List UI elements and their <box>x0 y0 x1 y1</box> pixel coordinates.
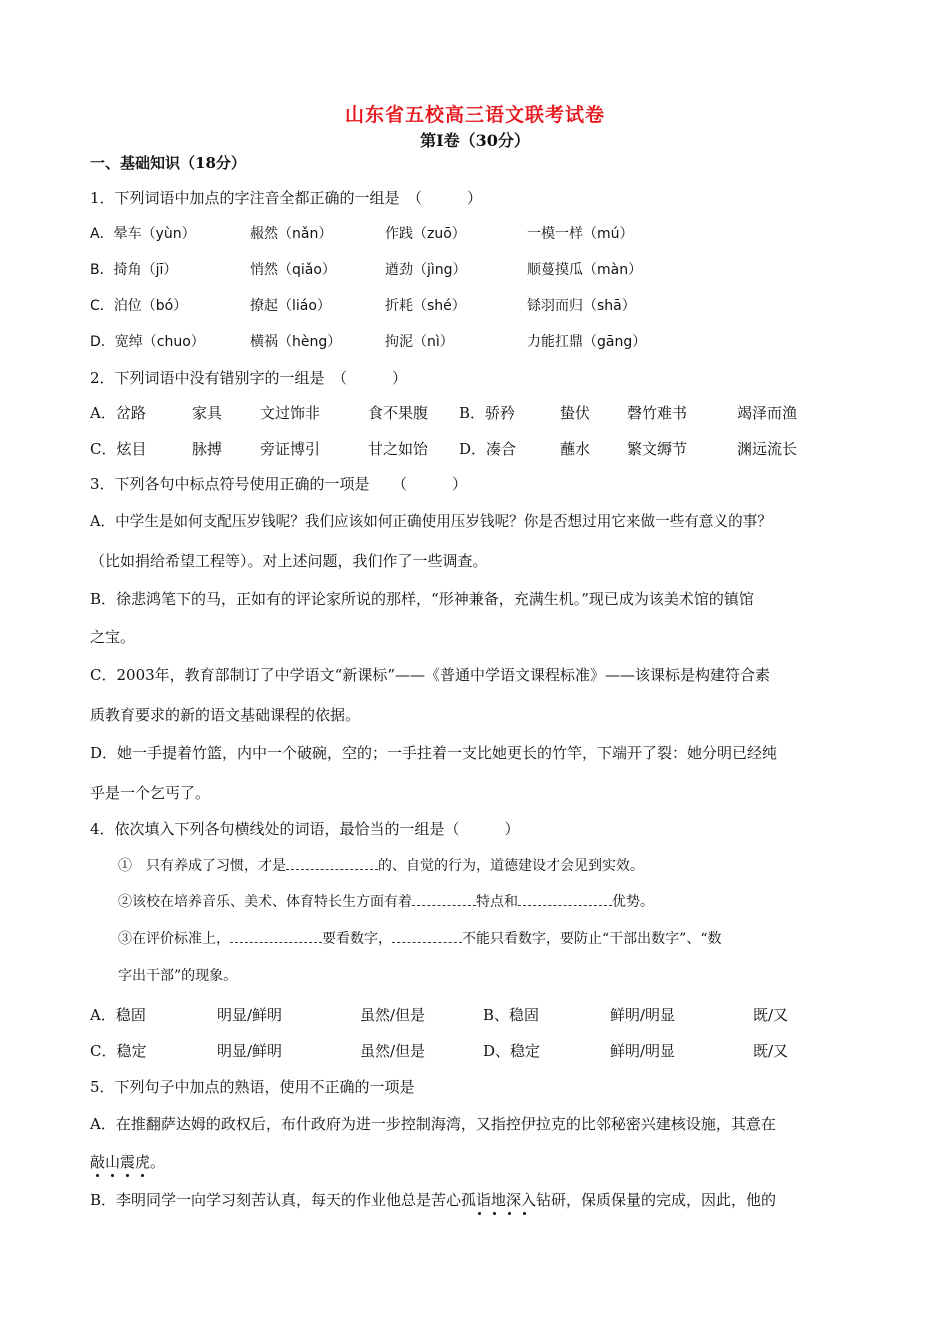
fill-blank[interactable] <box>518 891 612 906</box>
option-c3: 折耗（shé） <box>385 298 466 314</box>
q2-option-cell: B．骄矜 <box>459 404 516 422</box>
exam-title: 山东省五校高三语文联考试卷 <box>344 104 605 126</box>
q4-option-cell: B、稳固 <box>483 1006 540 1024</box>
option-a2: 赧然（nǎn） <box>250 226 333 242</box>
q2-option-cell: 旁证博引 <box>260 440 321 458</box>
q4-s3-text: 要看数字， <box>322 931 392 947</box>
option-d3: 拘泥（nì） <box>385 334 454 350</box>
q2-option-cell: 渊远流长 <box>737 440 798 458</box>
q3-option-line: 乎是一个乞丐了。 <box>90 784 211 802</box>
emphasis-dot <box>478 1212 481 1215</box>
q5-option-line: B．李明同学一向学习刻苦认真，每天的作业他总是苦心孤诣地深入钻研，保质保量的完成，因此，他的 <box>90 1191 777 1209</box>
q3-option-line: A．中学生是如何支配压岁钱呢？我们应该如何正确使用压岁钱呢？你是否想过用它来做一些有意义的事？ <box>90 513 772 530</box>
q4-sentence-3 <box>118 928 721 949</box>
q2-option-cell: D．凑合 <box>459 440 517 458</box>
emphasis-dot <box>126 1174 129 1177</box>
q4-s3-text: 不能只看数字，要防止“干部出数字”、“数 <box>462 931 722 947</box>
fill-blank[interactable] <box>230 928 322 943</box>
q4-option-cell: 明显/鲜明 <box>217 1042 283 1060</box>
q4-option-cell: 既/又 <box>753 1006 789 1024</box>
q3-option-line: （比如捐给希望工程等）。对上述问题，我们作了一些调查。 <box>90 552 488 570</box>
option-c2: 撩起（liáo） <box>250 298 331 314</box>
q3-option-line: B．徐悲鸿笔下的马，正如有的评论家所说的那样，“形神兼备，充满生机。”现已成为该美术馆的镇馆 <box>90 590 754 608</box>
emphasis-dot <box>111 1174 114 1177</box>
q4-s2-text: 特点和 <box>476 894 518 910</box>
q2-option-cell: 脉搏 <box>192 440 223 458</box>
q2-option-cell: 蘸水 <box>560 440 591 458</box>
q4-option-cell: 鲜明/明显 <box>610 1042 676 1060</box>
fill-blank[interactable] <box>392 928 462 943</box>
emphasis-dot <box>523 1212 526 1215</box>
q2-option-cell: 家具 <box>192 404 223 422</box>
option-c1: C．泊位（bó） <box>90 298 188 314</box>
q4-sentence-1 <box>118 855 644 876</box>
fill-blank[interactable] <box>412 891 476 906</box>
option-b2: 悄然（qiǎo） <box>250 262 336 278</box>
question-3-stem: 3．下列各句中标点符号使用正确的一项是 （ ） <box>90 475 468 493</box>
option-a1: A．晕车（yùn） <box>90 226 196 242</box>
q2-option-cell: 文过饰非 <box>260 404 321 422</box>
q2-option-cell: A．岔路 <box>90 404 146 422</box>
emphasis-dot <box>96 1174 99 1177</box>
q2-option-cell: 竭泽而渔 <box>737 404 798 422</box>
emphasis-dot <box>508 1212 511 1215</box>
q4-option-cell: C．稳定 <box>90 1042 147 1060</box>
q4-option-cell: 明显/鲜明 <box>217 1006 283 1024</box>
q4-sentence-3-cont: 字出干部”的现象。 <box>118 968 238 984</box>
option-d1: D．宽绰（chuo） <box>90 334 205 350</box>
option-d4: 力能扛鼎（gāng） <box>527 334 647 350</box>
option-b1: B．掎角（jī） <box>90 262 178 278</box>
q4-s1-text: 的、自觉的行为，道德建设才会见到实效。 <box>378 858 644 874</box>
q4-s1-text: ① 只有养成了习惯，才是 <box>118 858 286 874</box>
question-2-stem: 2．下列词语中没有错别字的一组是 （ ） <box>90 369 408 387</box>
q2-option-cell: 磬竹难书 <box>627 404 688 422</box>
q4-sentence-2 <box>118 891 654 912</box>
option-c4: 铩羽而归（shā） <box>527 298 636 314</box>
q5-option-line: A．在推翻萨达姆的政权后，布什政府为进一步控制海湾，又指控伊拉克的比邻秘密兴建核设施，其意在 <box>90 1115 776 1133</box>
q3-option-line: D．她一手提着竹篮，内中一个破碗，空的；一手拄着一支比她更长的竹竿，下端开了裂：她分明已经纯 <box>90 744 778 762</box>
q3-option-line: 质教育要求的新的语文基础课程的依据。 <box>90 706 361 724</box>
q4-option-cell: 既/又 <box>753 1042 789 1060</box>
q3-option-line: C．2003年，教育部制订了中学语文“新课标”——《普通中学语文课程标准》——该课标是构建符合素 <box>90 666 770 684</box>
question-4-stem: 4．依次填入下列各句横线处的词语，最恰当的一组是（ ） <box>90 820 520 838</box>
question-5-stem: 5．下列句子中加点的熟语，使用不正确的一项是 <box>90 1078 415 1096</box>
q2-option-cell: 繁文缛节 <box>627 440 688 458</box>
option-a3: 作践（zuō） <box>385 226 466 242</box>
emphasis-dot <box>493 1212 496 1215</box>
q4-s2-text: ②该校在培养音乐、美术、体育特长生方面有着 <box>118 894 412 910</box>
q4-s2-text: 优势。 <box>612 894 654 910</box>
option-b4: 顺蔓摸瓜（màn） <box>527 262 643 278</box>
q4-s3-text: ③在评价标准上， <box>118 931 230 947</box>
fill-blank[interactable] <box>286 855 378 870</box>
option-a4: 一模一样（mú） <box>527 226 634 242</box>
q2-option-cell: 食不果腹 <box>368 404 429 422</box>
q3-option-line: 之宝。 <box>90 628 136 646</box>
paper-subtitle: 第Ⅰ卷（30分） <box>420 131 530 150</box>
q5-option-line: 敲山震虎。 <box>90 1153 166 1171</box>
question-1-stem: 1．下列词语中加点的字注音全都正确的一组是 （ ） <box>90 189 483 207</box>
q2-option-cell: C．炫目 <box>90 440 147 458</box>
q4-option-cell: A．稳固 <box>90 1006 146 1024</box>
section-heading: 一、基础知识（18分） <box>90 154 246 172</box>
option-b3: 遒劲（jìng） <box>385 262 467 278</box>
option-d2: 横祸（hèng） <box>250 334 342 350</box>
q2-option-cell: 蛰伏 <box>560 404 591 422</box>
q2-option-cell: 甘之如饴 <box>368 440 429 458</box>
q4-option-cell: D、稳定 <box>483 1042 541 1060</box>
q4-option-cell: 虽然/但是 <box>360 1042 426 1060</box>
emphasis-dot <box>141 1174 144 1177</box>
q4-option-cell: 虽然/但是 <box>360 1006 426 1024</box>
q4-option-cell: 鲜明/明显 <box>610 1006 676 1024</box>
